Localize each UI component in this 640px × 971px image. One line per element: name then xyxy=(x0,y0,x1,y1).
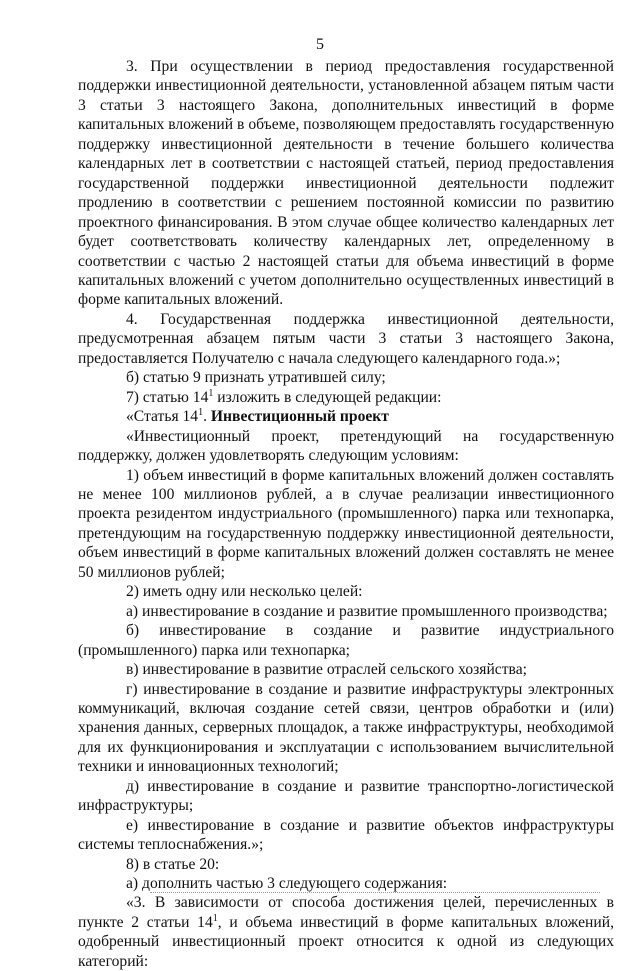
paragraph-item-8a: а) дополнить частью 3 следующего содержания: xyxy=(126,875,448,893)
paragraph-condition-1: 1) объем инвестиций в форме капитальных вложений должен составлять не менее 100 миллионов рублей, а в случае реализации инвестиционного проекта резидентом индустриального (промышленного) парка или технопарка, претендующим на государственную поддержку инвестиционной деятельности, объем инвестиций в форме капитальных вложений должен составлять не менее 50 миллионов рублей; xyxy=(78,466,614,581)
paragraph-item-8: 8) в статье 20: xyxy=(126,855,220,873)
paragraph-goal-v: в) инвестирование в развитие отраслей сельского хозяйства; xyxy=(126,661,527,679)
paragraph-part-3-new: «3. В зависимости от способа достижения целей, перечисленных в пункте 2 статьи $14^1$, и объема инвестиций в форме капитальных вложений, одобренный инвестиционный проект относится к одной из следующих категорий: xyxy=(78,894,614,970)
paragraph-part-3: 3. При осуществлении в период предоставления государственной поддержки инвестиционной деятельности, установленной абзацем пятым части 3 статьи 3 настоящего Закона, дополнительных инвестиций в форме капитальных вложений в объеме, позволяющем предоставлять государственную поддержку инвестиционной деятельности в течение большего количества календарных лет в соответствии с настоящей статьей, период предоставления государственной поддержки инвестиционной деятельности подлежит продлению в соответствии с решением постоянной комиссии по развитию проектного финансирования. В этом случае общее количество календарных лет будет соответствовать количеству календарных лет, определенному в соответствии с частью 2 настоящей статьи для объема инвестиций в форме капитальных вложений с учетом дополнительно осуществленных инвестиций в форме капитальных вложений. xyxy=(78,58,614,309)
page-number: 5 xyxy=(316,36,324,53)
article-heading: «Статья $14^1$. Инвестиционный проект xyxy=(126,407,389,426)
paragraph-part-4: 4. Государственная поддержка инвестиционной деятельности, предусмотренная абзацем пятым части 3 статьи 3 настоящего Закона, предоставляется Получателю с начала следующего календарного года.»; xyxy=(78,310,614,367)
scan-bottom-edge xyxy=(150,892,600,893)
paragraph-goal-b: б) инвестирование в создание и развитие индустриального (промышленного) парка или технопарка; xyxy=(78,622,614,659)
paragraph-goal-g: г) инвестирование в создание и развитие инфраструктуры электронных коммуникаций, включая создание сетей связи, центров обработки и (или) хранения данных, серверных площадок, а также инфраструктуры, необходимой для их функционирования и эксплуатации с использованием вычислительной техники и инновационных технологий; xyxy=(78,680,614,776)
paragraph-goal-d: д) инвестирование в создание и развитие транспортно-логистической инфраструктуры; xyxy=(78,777,614,815)
document-body xyxy=(78,57,614,971)
paragraph-project-intro: «Инвестиционный проект, претендующий на государственную поддержку, должен удовлетворять следующим условиям: xyxy=(78,427,614,465)
paragraph-goal-e: е) инвестирование в создание и развитие объектов инфраструктуры системы теплоснабжения.»; xyxy=(78,816,614,854)
paragraph-goal-a: а) инвестирование в создание и развитие промышленного производства; xyxy=(126,602,608,620)
paragraph-item-6: б) статью 9 признать утратившей силу; xyxy=(126,369,386,387)
paragraph-item-7: 7) статью $14^1$ изложить в следующей редакции: xyxy=(126,387,442,406)
paragraph-condition-2: 2) иметь одну или несколько целей: xyxy=(126,583,363,601)
article-title: Инвестиционный проект xyxy=(210,408,389,426)
